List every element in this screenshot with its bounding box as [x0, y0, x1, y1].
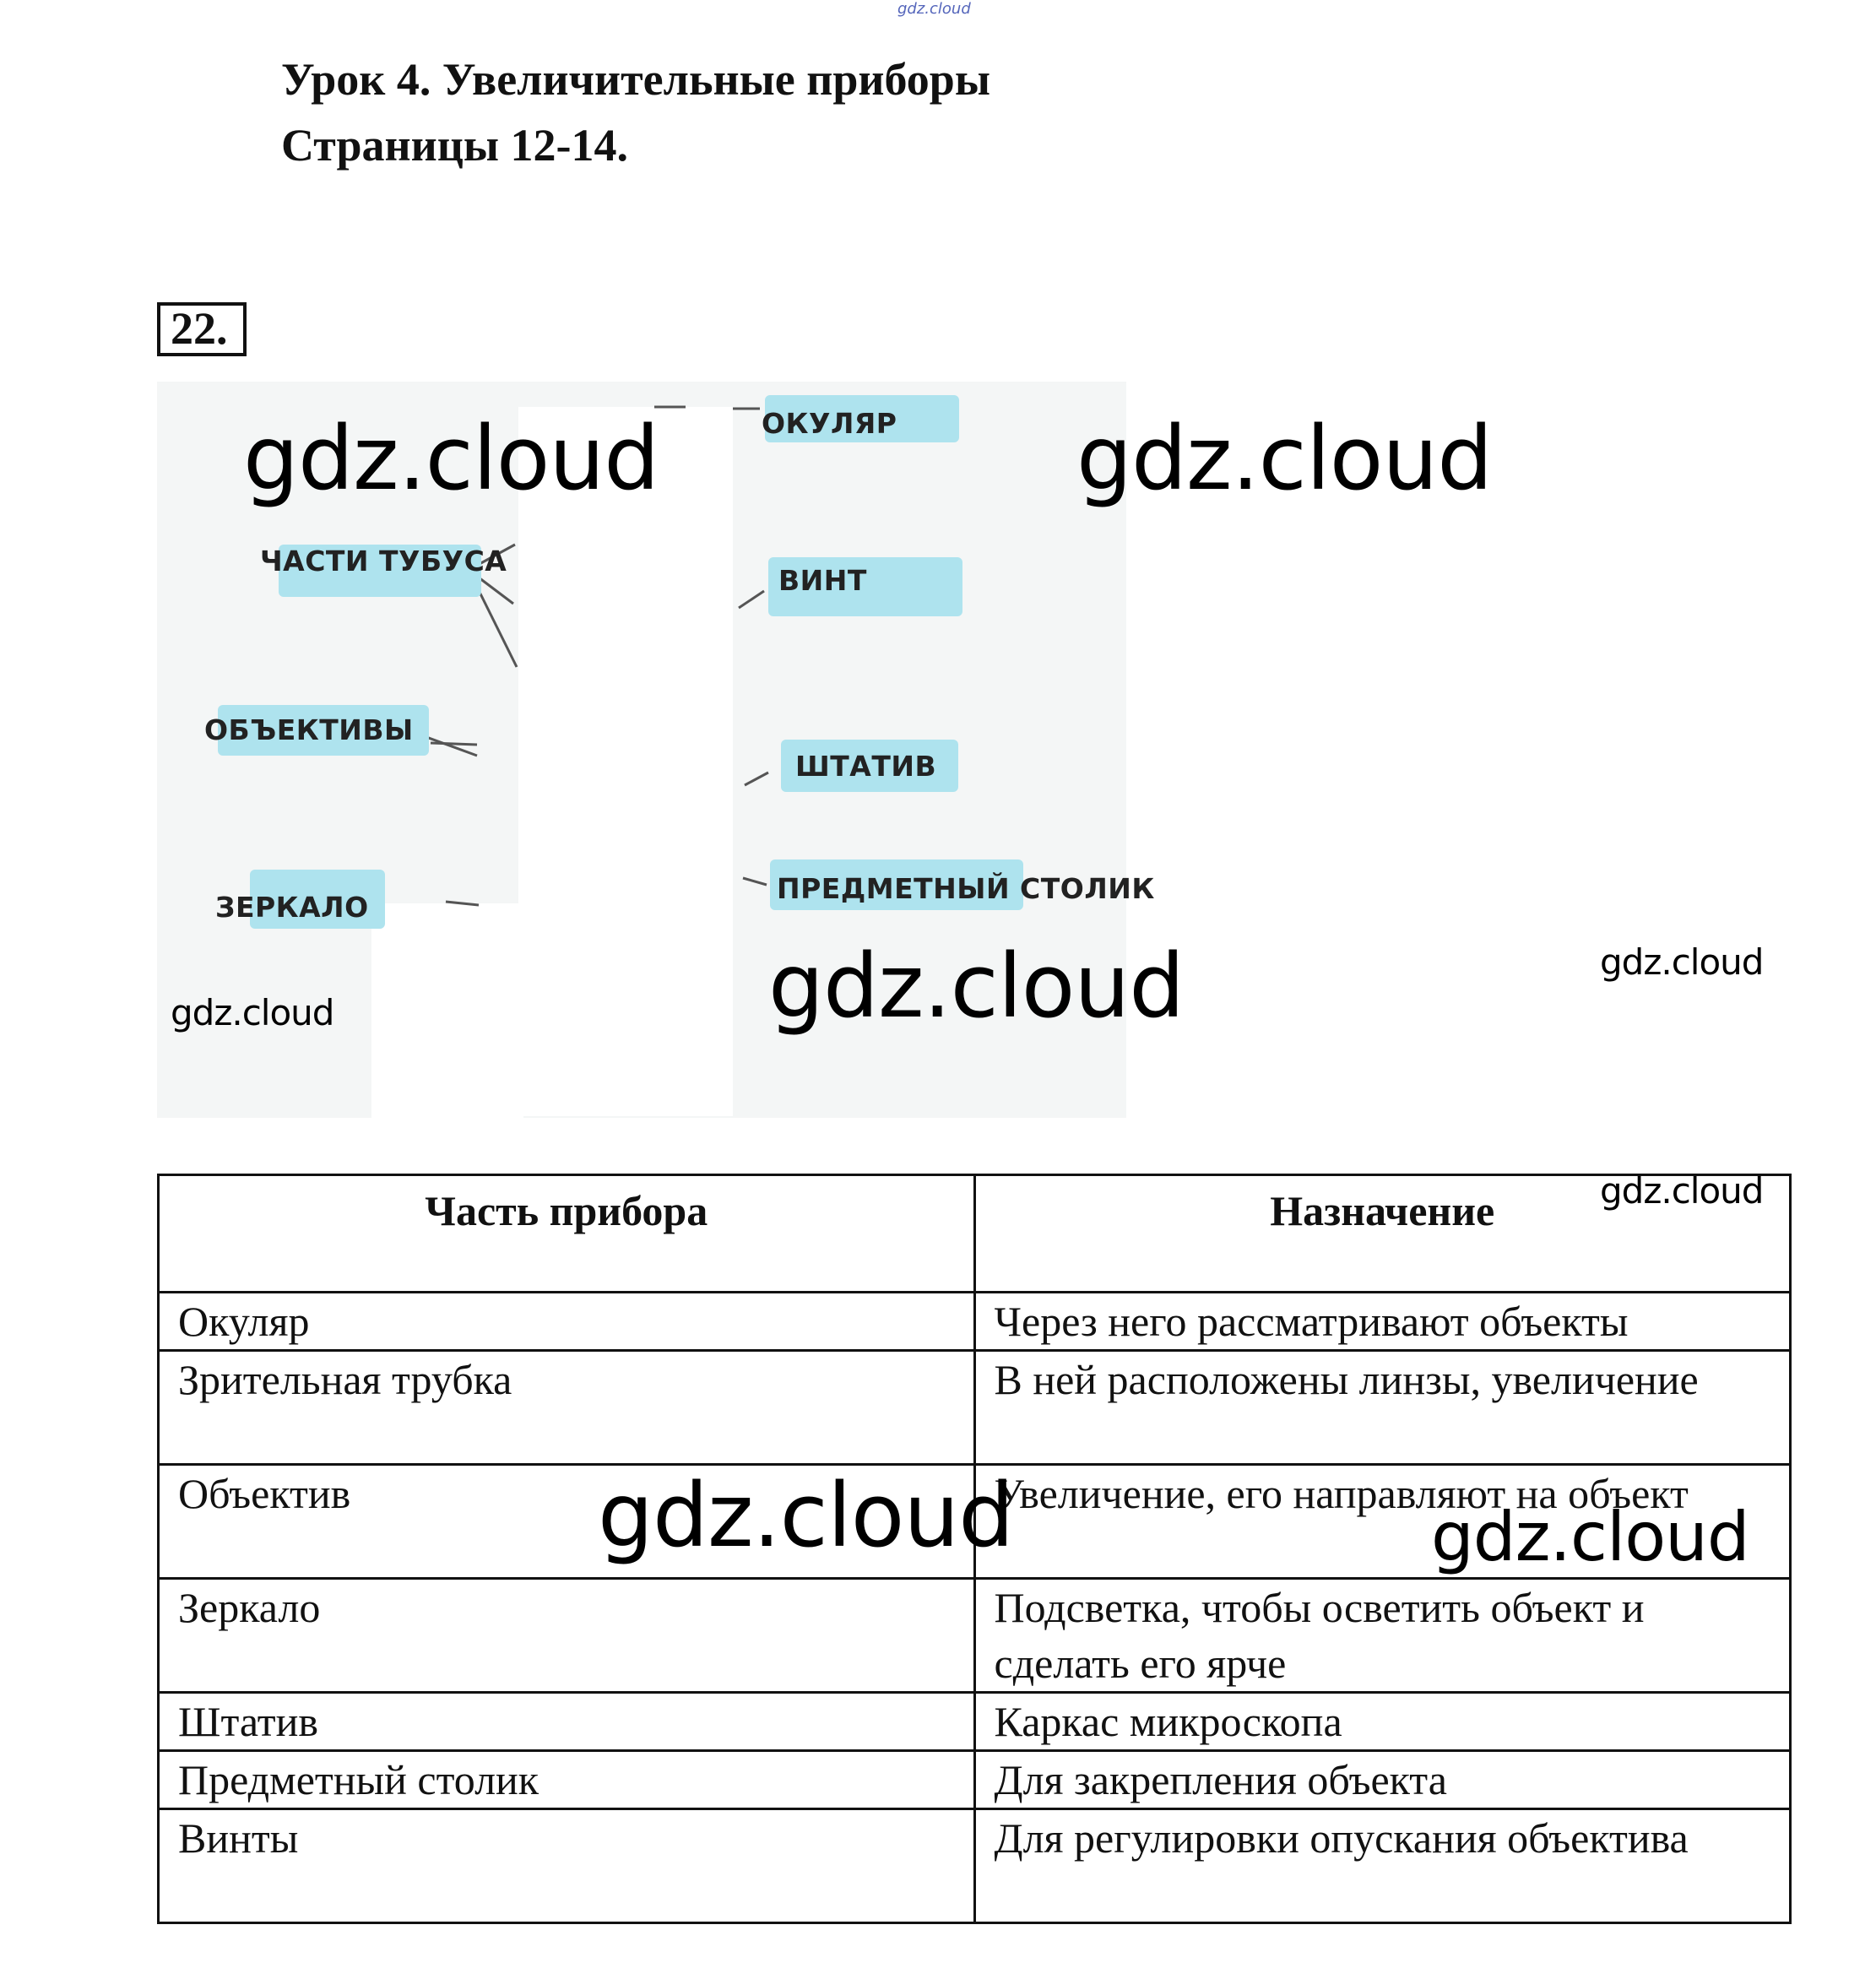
cell-purpose: Каркас микроскопа [974, 1693, 1791, 1751]
watermark: gdz.cloud [598, 1464, 1014, 1567]
label-mirror: ЗЕРКАЛО [215, 891, 369, 924]
cell-part: Зеркало [159, 1579, 975, 1693]
cell-purpose: Подсветка, чтобы осветить объект и сделать его ярче [974, 1579, 1791, 1693]
pointer-line-objectives-2 [431, 743, 477, 745]
cell-part: Штатив [159, 1693, 975, 1751]
table-row [159, 1693, 1791, 1751]
table-row [159, 1809, 1791, 1923]
header-purpose: Назначение [974, 1175, 1791, 1293]
cell-part: Зрительная трубка [159, 1351, 975, 1465]
header-part: Часть прибора [159, 1175, 975, 1293]
table-row [159, 1293, 1791, 1351]
cell-part: Окуляр [159, 1293, 975, 1351]
pointer-line-screw [739, 591, 764, 608]
watermark: gdz.cloud [1600, 1170, 1764, 1212]
cell-part: Винты [159, 1809, 975, 1923]
label-tube-parts: ЧАСТИ ТУБУСА [260, 545, 507, 577]
pointer-line-stand [745, 773, 768, 785]
pointer-line-mirror [446, 902, 479, 905]
lesson-title: Урок 4. Увеличительные приборы [281, 54, 990, 105]
pointer-line-stage [743, 878, 767, 885]
cell-purpose: В ней расположены линзы, увеличение [974, 1351, 1791, 1465]
watermark: gdz.cloud [1600, 941, 1764, 983]
watermark: gdz.cloud [768, 935, 1185, 1038]
watermark: gdz.cloud [1431, 1498, 1749, 1576]
table-row [159, 1351, 1791, 1465]
table-header-row [159, 1175, 1791, 1293]
label-stage: ПРЕДМЕТНЫЙ СТОЛИК [777, 872, 1155, 905]
task-number: 22. [157, 302, 247, 356]
watermark: gdz.cloud [171, 992, 334, 1033]
label-objectives: ОБЪЕКТИВЫ [204, 713, 414, 746]
table-row [159, 1751, 1791, 1809]
watermark: gdz.cloud [1076, 407, 1493, 510]
cell-part: Предметный столик [159, 1751, 975, 1809]
label-stand: ШТАТИВ [795, 750, 937, 783]
label-screw: ВИНТ [778, 564, 867, 597]
label-eyepiece: ОКУЛЯР [762, 407, 897, 440]
top-watermark: gdz.cloud [897, 0, 971, 18]
table-row [159, 1579, 1791, 1693]
cell-purpose: Для регулировки опускания объектива [974, 1809, 1791, 1923]
watermark: gdz.cloud [243, 407, 659, 510]
cell-purpose: Увеличение, его направляют на объект [974, 1465, 1791, 1579]
cell-purpose: Для закрепления объекта [974, 1751, 1791, 1809]
cell-purpose: Через него рассматривают объекты [974, 1293, 1791, 1351]
pages-label: Страницы 12-14. [281, 120, 628, 171]
cell-part: Объектив [159, 1465, 975, 1579]
pointer-line-objectives-1 [426, 737, 477, 756]
